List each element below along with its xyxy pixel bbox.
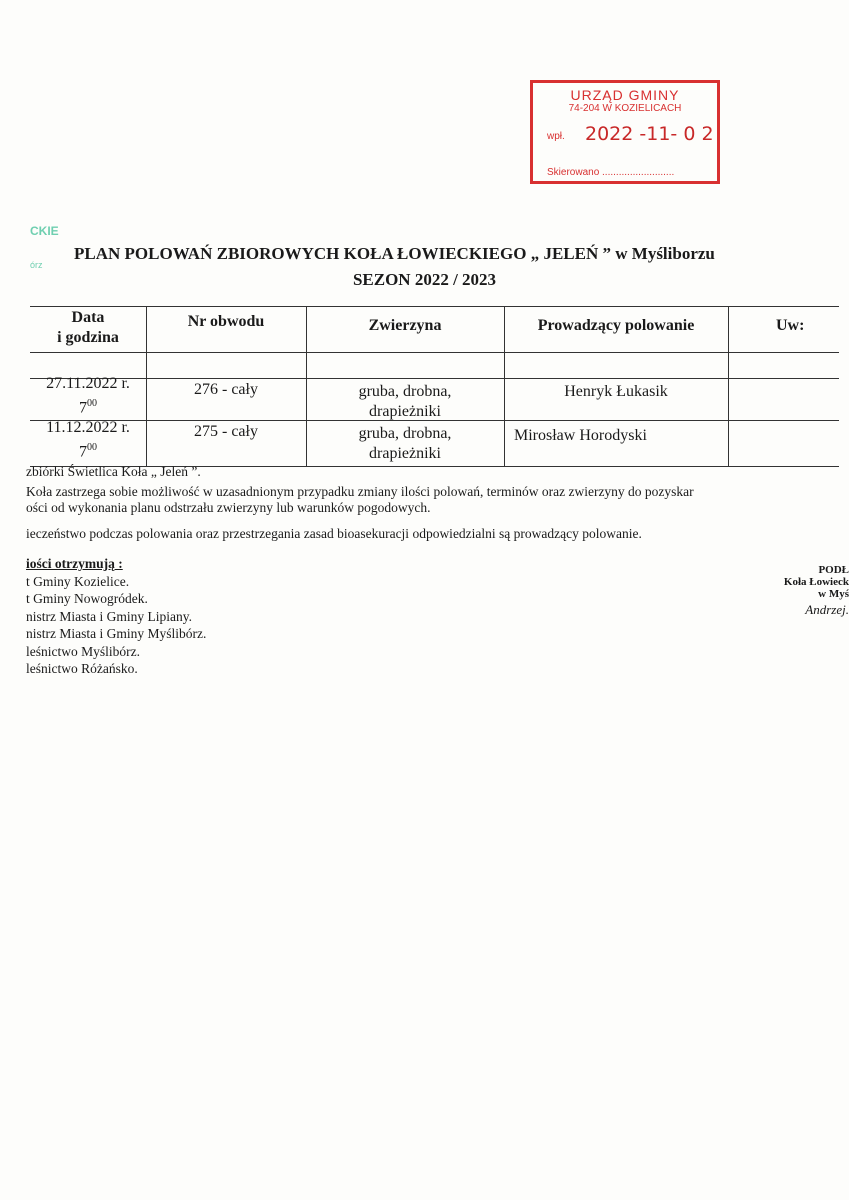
header-remarks: Uw: [776, 317, 805, 334]
header-date: Data i godzina [57, 309, 119, 346]
row-1-time-sup: 00 [87, 398, 97, 409]
logo-fragment-top: CKIE [30, 224, 59, 238]
header-leader: Prowadzący polowanie [537, 317, 695, 334]
season-title: SEZON 2022 / 2023 [352, 270, 497, 289]
note-line: ości od wykonania planu odstrzału zwierzyny lub warunków pogodowych. [26, 500, 431, 515]
row-1-area: 276 - cały [194, 381, 258, 398]
table-rule [30, 352, 839, 353]
signature-role: PODŁ [818, 564, 849, 576]
signature-block [729, 564, 849, 616]
logo-fragment-bottom: órz [30, 260, 43, 270]
row-2-leader: Mirosław Horodyski [514, 427, 647, 444]
recipients-heading: iości otrzymują : [26, 556, 123, 571]
note-line: Koła zastrzega sobie możliwość w uzasadnionym przypadku zmiany ilości polowań, terminów oraz zwierzyny do pozyskar [26, 484, 694, 499]
row-2-time: 7 [79, 443, 87, 461]
header-area: Nr obwodu [187, 313, 265, 330]
table-rule [30, 378, 839, 379]
header-game: Zwierzyna [368, 317, 442, 334]
row-2-time-sup: 00 [87, 442, 97, 453]
recipients-list [26, 555, 206, 678]
stamp-title: URZĄD GMINY [570, 87, 680, 103]
row-1-time: 7 [79, 399, 87, 417]
table-row-2-date [30, 418, 146, 462]
table-row-1-date [30, 374, 146, 418]
recipient-item: t Gminy Kozielice. [26, 573, 130, 589]
note-line: zbiórki Świetlica Koła „ Jeleń ”. [26, 464, 201, 479]
signature-name: Andrzej. [805, 602, 849, 617]
row-2-game: gruba, drobna, drapieżniki [358, 425, 452, 462]
received-stamp [530, 80, 720, 184]
note-line: ieczeństwo podczas polowania oraz przestrzegania zasad bioasekuracji odpowiedzialni są prowadzący polowanie. [26, 526, 642, 541]
row-2-area: 275 - cały [194, 423, 258, 440]
row-1-date-text: 27.11.2022 r. [46, 375, 130, 392]
hunt-schedule-table [0, 306, 849, 470]
column-divider [728, 306, 729, 466]
stamp-received-date: 2022 -11- 0 2 [585, 123, 714, 145]
stamp-address: 74-204 W KOZIELICACH [568, 103, 682, 114]
signature-org-line1: Koła Łowieck [783, 576, 849, 588]
recipient-item: leśnictwo Różańsko. [26, 661, 138, 676]
row-2-date-text: 11.12.2022 r. [46, 419, 130, 436]
recipient-item: nistrz Miasta i Gminy Lipiany. [26, 608, 192, 624]
document-title: PLAN POLOWAŃ ZBIOROWYCH KOŁA ŁOWIECKIEGO „ JELEŃ ” w Myśliborzu [74, 244, 715, 263]
row-1-leader: Henryk Łukasik [564, 383, 668, 400]
notes-section [26, 462, 694, 544]
stamp-directed-label: Skierowano .......................... [547, 167, 675, 178]
row-1-game: gruba, drobna, drapieżniki [358, 383, 452, 420]
signature-org-line2: w Myś [818, 588, 849, 600]
table-rule [30, 306, 839, 307]
recipient-item: leśnictwo Myślibórz. [26, 643, 140, 659]
stamp-received-label: wpł. [547, 131, 565, 142]
recipient-item: nistrz Miasta i Gminy Myślibórz. [26, 626, 207, 641]
recipient-item: t Gminy Nowogródek. [26, 591, 148, 606]
